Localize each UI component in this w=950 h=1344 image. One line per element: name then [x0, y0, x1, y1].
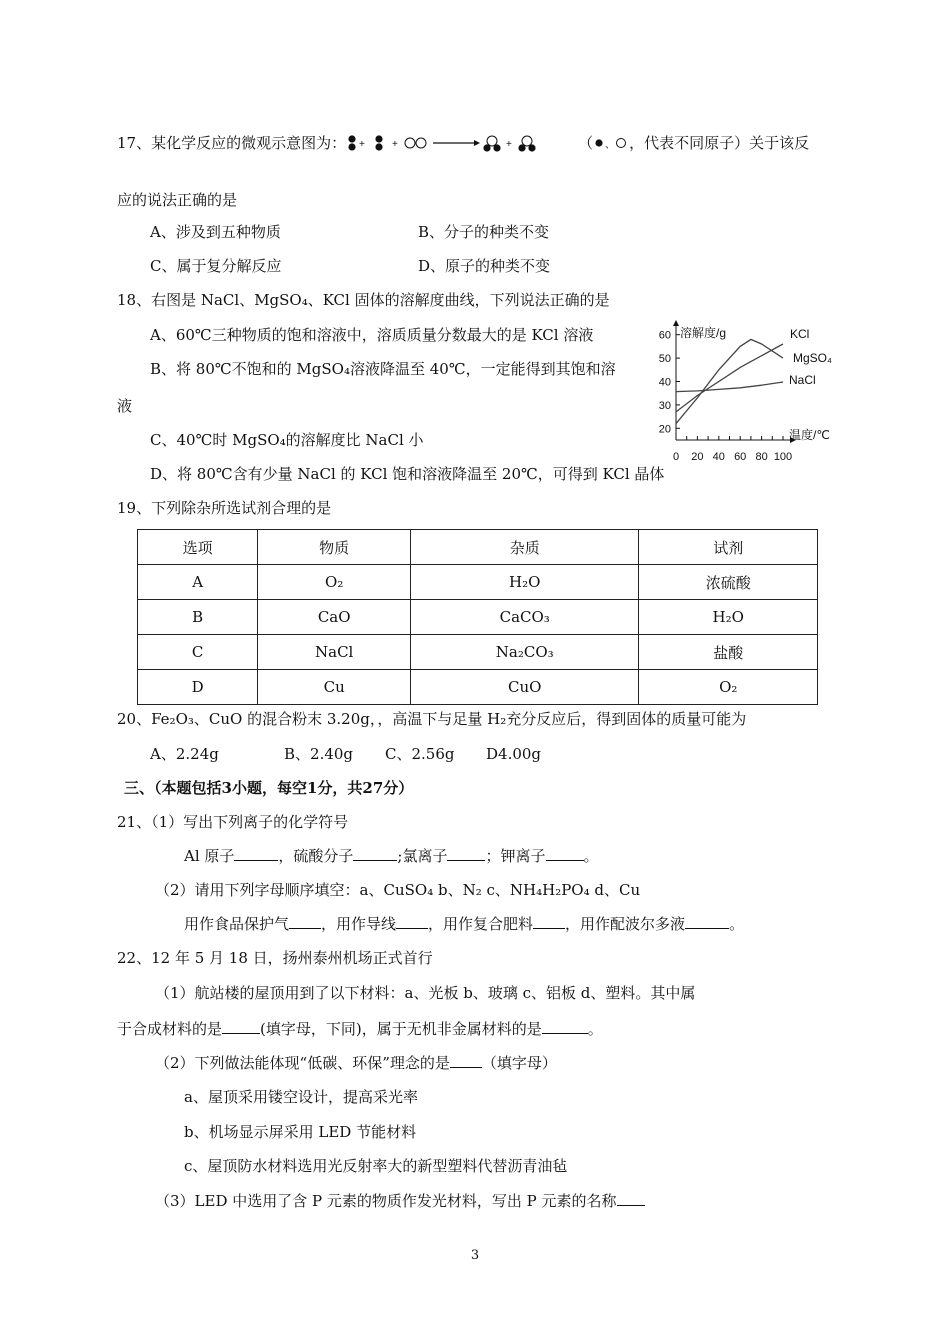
q17-option-a: A、涉及到五种物质 [150, 223, 281, 241]
q22-part3 [155, 1191, 645, 1211]
q21-p1-text-e: 。 [583, 847, 599, 865]
q22-part1-line2 [117, 1019, 603, 1039]
q21-p1-text-c: ;氯离子 [397, 847, 448, 865]
y-tick-label: 50 [658, 353, 671, 366]
q19-stem: 19、下列除杂所选试剂合理的是 [117, 499, 332, 517]
table-header-row [138, 530, 818, 565]
table-cell: CaO [258, 600, 411, 635]
svg-text:+: + [392, 139, 398, 150]
series-label: KCl [790, 327, 810, 341]
answer-blank[interactable] [447, 846, 485, 861]
q21-p1-text-b: ，硫酸分子 [278, 847, 354, 865]
table-cell: H₂O [639, 600, 818, 635]
answer-blank[interactable] [353, 846, 397, 861]
q20-option-a: A、2.24g [150, 745, 219, 763]
q21-stem: 21、（1）写出下列离子的化学符号 [117, 813, 349, 831]
table-cell: CaCO₃ [411, 600, 639, 635]
q22-part2-stem [155, 1053, 557, 1073]
q21-p2-text-e: 。 [729, 915, 745, 933]
q22-part2-option-a: a、屋顶采用镂空设计，提高采光率 [184, 1088, 418, 1106]
y-tick-label: 60 [658, 329, 671, 342]
q18-option-d: D、将 80℃含有少量 NaCl 的 KCl 饱和溶液降温至 20℃，可得到 KCl 晶体 [150, 465, 665, 483]
q18-option-b: B、将 80℃不饱和的 MgSO₄溶液降温至 40℃，一定能得到其饱和溶 [150, 360, 616, 378]
q17-legend-rest: ，代表不同原子）关于该反 [629, 134, 810, 152]
q22-part2-option-b: b、机场显示屏采用 LED 节能材料 [184, 1123, 417, 1141]
series-line-1 [676, 344, 783, 412]
x-tick-label: 60 [734, 451, 747, 463]
q22-part2-option-c: c、屋顶防水材料选用光反射率大的新型塑料代替沥青油毡 [184, 1157, 568, 1175]
table-header-cell: 试剂 [639, 530, 818, 565]
x-tick-label: 80 [755, 451, 768, 463]
q21-part2 [184, 914, 744, 934]
answer-blank[interactable] [234, 846, 278, 861]
answer-blank[interactable] [533, 914, 565, 929]
q17-option-c: C、属于复分解反应 [150, 257, 282, 275]
q17-option-d: D、原子的种类不变 [418, 257, 551, 275]
q17-legend-open: （ [578, 134, 594, 152]
y-axis-arrow [673, 320, 679, 326]
q20-option-d: D4.00g [486, 745, 542, 763]
q22-p3-text: （3）LED 中选用了含 P 元素的物质作发光材料，写出 P 元素的名称 [155, 1192, 617, 1210]
q20-option-b: B、2.40g [284, 745, 354, 763]
y-tick-label: 30 [658, 399, 671, 412]
svg-text:、: 、 [605, 140, 616, 151]
svg-text:+: + [359, 139, 365, 150]
table-cell: CuO [411, 670, 639, 705]
q22-p1-text-c: 。 [587, 1020, 603, 1038]
q22-p1-text-a: 于合成材料的是 [117, 1020, 223, 1038]
q20-option-c: C、2.56g [385, 745, 455, 763]
q17-option-b: B、分子的种类不变 [418, 223, 550, 241]
answer-blank[interactable] [222, 1019, 260, 1034]
q21-p2-text-b: ，用作导线 [321, 915, 397, 933]
section-3-title: 三、（本题包括3小题，每空1分，共27分） [124, 779, 414, 797]
x-tick-label: 0 [672, 451, 680, 463]
q22-p2-text-a: （2）下列做法能体现“低碳、环保”理念的是 [155, 1054, 450, 1072]
atom-legend-icon [593, 135, 629, 153]
answer-blank[interactable] [450, 1053, 482, 1068]
answer-blank[interactable] [542, 1019, 588, 1034]
table-cell: 盐酸 [639, 635, 818, 670]
answer-blank[interactable] [685, 914, 729, 929]
reaction-diagram-icon [346, 133, 578, 155]
series-label: MgSO₄ [793, 351, 832, 365]
table-row [138, 670, 818, 705]
q19-table [137, 529, 818, 705]
q21-p1-text-d: ；钾离子 [485, 847, 546, 865]
table-cell: NaCl [258, 635, 411, 670]
table-cell: 浓硫酸 [639, 565, 818, 600]
table-cell: Na₂CO₃ [411, 635, 639, 670]
table-cell: B [138, 600, 258, 635]
q18-stem: 18、右图是 NaCl、MgSO₄、KCl 固体的溶解度曲线，下列说法正确的是 [117, 291, 610, 309]
x-tick-label: 40 [712, 451, 725, 463]
table-cell: C [138, 635, 258, 670]
y-axis-label: 溶解度/g [680, 326, 727, 340]
q21-p1-text-a: Al 原子 [184, 847, 235, 865]
x-tick-label: 20 [691, 451, 704, 463]
table-cell: D [138, 670, 258, 705]
q17-stem [117, 133, 809, 155]
q22-p2-text-b: （填字母） [481, 1054, 557, 1072]
q21-p2-text-d: ，用作配波尔多液 [565, 915, 686, 933]
q18-option-b-cont: 液 [117, 397, 133, 415]
table-row [138, 635, 818, 670]
table-header-cell: 杂质 [411, 530, 639, 565]
table-row [138, 565, 818, 600]
q20-stem: 20、Fe₂O₃、CuO 的混合粉末 3.20g，，高温下与足量 H₂充分反应后，得到固体的质量可能为 [117, 710, 747, 728]
answer-blank[interactable] [396, 914, 428, 929]
answer-blank[interactable] [546, 846, 584, 861]
q22-p1-text-b: (填字母，下同)，属于无机非金属材料的是 [260, 1020, 542, 1038]
q21-part2-stem: （2）请用下列字母顺序填空：a、CuSO₄ b、N₂ c、NH₄H₂PO₄ d、Cu [155, 881, 641, 899]
page-number: 3 [470, 1248, 480, 1263]
x-tick-label: 100 [773, 451, 793, 463]
q22-stem: 22、12 年 5 月 18 日，扬州泰州机场正式首行 [117, 949, 433, 967]
q22-part1-line1: （1）航站楼的屋顶用到了以下材料：a、光板 b、玻璃 c、铝板 d、塑料。其中属 [155, 984, 696, 1002]
series-label: NaCl [789, 373, 816, 387]
solubility-chart [650, 318, 850, 468]
q18-option-c: C、40℃时 MgSO₄的溶解度比 NaCl 小 [150, 431, 424, 449]
table-row [138, 600, 818, 635]
table-cell: A [138, 565, 258, 600]
series-line-2 [676, 339, 783, 423]
series-line-3 [676, 382, 783, 392]
x-axis-label: 温度/℃ [789, 428, 830, 442]
table-cell: H₂O [411, 565, 639, 600]
table-header-cell: 选项 [138, 530, 258, 565]
q17-prefix: 17、某化学反应的微观示意图为： [117, 134, 347, 152]
table-header-cell: 物质 [258, 530, 411, 565]
answer-blank[interactable] [289, 914, 321, 929]
q18-option-a: A、60℃三种物质的饱和溶液中，溶质质量分数最大的是 KCl 溶液 [150, 326, 594, 344]
table-cell: O₂ [258, 565, 411, 600]
y-tick-label: 20 [658, 423, 671, 436]
table-cell: Cu [258, 670, 411, 705]
q17-continuation: 应的说法正确的是 [117, 191, 238, 209]
q21-part1 [184, 846, 599, 866]
q21-p2-text-a: 用作食品保护气 [184, 915, 290, 933]
table-cell: O₂ [639, 670, 818, 705]
q21-p2-text-c: ，用作复合肥料 [428, 915, 534, 933]
y-tick-label: 40 [658, 376, 671, 389]
svg-text:+: + [506, 139, 512, 150]
answer-blank[interactable] [617, 1191, 645, 1206]
